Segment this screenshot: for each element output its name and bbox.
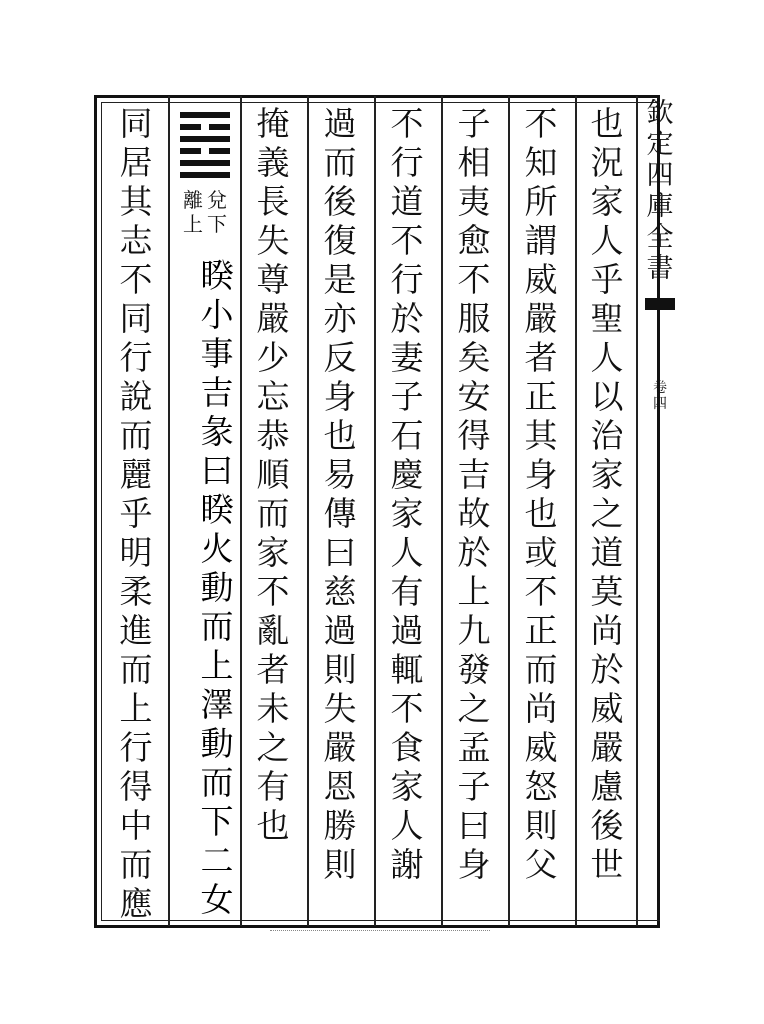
character: 尚 xyxy=(590,611,624,650)
character: 者 xyxy=(256,650,290,689)
character: 上 xyxy=(457,572,491,611)
character: 而 xyxy=(200,763,234,802)
character: 二 xyxy=(200,841,234,880)
character: 夷 xyxy=(457,182,491,221)
character: 家 xyxy=(590,182,624,221)
character: 行 xyxy=(390,143,424,182)
text-column-1 xyxy=(587,104,627,884)
character: 家 xyxy=(390,494,424,533)
character: 勝 xyxy=(323,806,357,845)
character: 亂 xyxy=(256,611,290,650)
hexagram-line xyxy=(180,172,230,178)
character: 而 xyxy=(119,650,153,689)
character: 行 xyxy=(119,728,153,767)
text-column-last xyxy=(116,104,156,923)
character: 長 xyxy=(256,182,290,221)
character: 忘 xyxy=(256,377,290,416)
character: 慮 xyxy=(590,767,624,806)
column-rule xyxy=(508,96,510,926)
character: 有 xyxy=(256,767,290,806)
character: 四 xyxy=(646,160,674,191)
character: 而 xyxy=(524,650,558,689)
character: 未 xyxy=(256,689,290,728)
character: 上 xyxy=(200,646,234,685)
character: 孟 xyxy=(457,728,491,767)
character: 不 xyxy=(390,689,424,728)
character: 說 xyxy=(119,377,153,416)
character: 乎 xyxy=(119,494,153,533)
character: 不 xyxy=(524,104,558,143)
character: 安 xyxy=(457,377,491,416)
character: 復 xyxy=(323,221,357,260)
character: 威 xyxy=(524,260,558,299)
character: 嚴 xyxy=(524,299,558,338)
text-column-6 xyxy=(253,104,293,845)
character: 父 xyxy=(524,845,558,884)
book-title xyxy=(640,98,680,284)
character: 火 xyxy=(200,529,234,568)
character: 家 xyxy=(390,767,424,806)
character: 以 xyxy=(590,377,624,416)
character: 不 xyxy=(390,221,424,260)
character: 睽 xyxy=(200,256,234,295)
character: 得 xyxy=(119,767,153,806)
character: 於 xyxy=(590,650,624,689)
character: 石 xyxy=(390,416,424,455)
hexagram-line xyxy=(180,124,230,130)
character: 服 xyxy=(457,299,491,338)
character: 況 xyxy=(590,143,624,182)
character: 或 xyxy=(524,533,558,572)
character: 中 xyxy=(119,806,153,845)
character: 反 xyxy=(323,338,357,377)
character: 曰 xyxy=(200,451,234,490)
character: 後 xyxy=(323,182,357,221)
text-column-2 xyxy=(521,104,561,884)
character: 人 xyxy=(390,533,424,572)
character: 則 xyxy=(323,650,357,689)
character: 道 xyxy=(590,533,624,572)
character: 四 xyxy=(653,396,667,412)
character: 易 xyxy=(323,455,357,494)
character: 愈 xyxy=(457,221,491,260)
character: 亦 xyxy=(323,299,357,338)
character: 相 xyxy=(457,143,491,182)
hexagram-kui-icon xyxy=(180,112,230,184)
character: 其 xyxy=(524,416,558,455)
character: 之 xyxy=(590,494,624,533)
character: 曰 xyxy=(457,806,491,845)
character: 嚴 xyxy=(590,728,624,767)
character: 睽 xyxy=(200,490,234,529)
character: 不 xyxy=(256,572,290,611)
character: 得 xyxy=(457,416,491,455)
character: 所 xyxy=(524,182,558,221)
character: 妻 xyxy=(390,338,424,377)
character: 小 xyxy=(200,295,234,334)
character: 義 xyxy=(256,143,290,182)
character: 吉 xyxy=(200,373,234,412)
character: 恭 xyxy=(256,416,290,455)
character: 卷 xyxy=(653,380,667,396)
character: 食 xyxy=(390,728,424,767)
character: 正 xyxy=(524,377,558,416)
hexagram-line xyxy=(180,136,230,142)
character: 九 xyxy=(457,611,491,650)
hexagram-line xyxy=(180,148,230,154)
character: 治 xyxy=(590,416,624,455)
hexagram-line xyxy=(180,160,230,166)
character: 而 xyxy=(119,416,153,455)
character: 志 xyxy=(119,221,153,260)
character: 傳 xyxy=(323,494,357,533)
character: 也 xyxy=(256,806,290,845)
fishtail-mark-icon xyxy=(645,298,675,310)
character: 故 xyxy=(457,494,491,533)
text-column-5 xyxy=(320,104,360,884)
character: 嚴 xyxy=(256,299,290,338)
character: 之 xyxy=(457,689,491,728)
character: 是 xyxy=(323,260,357,299)
character: 事 xyxy=(200,334,234,373)
character: 也 xyxy=(524,494,558,533)
character: 離 xyxy=(183,188,203,212)
character: 謂 xyxy=(524,221,558,260)
character: 子 xyxy=(390,377,424,416)
character: 同 xyxy=(119,104,153,143)
hexagram-line xyxy=(180,112,230,118)
character: 動 xyxy=(200,724,234,763)
column-rule xyxy=(307,96,309,926)
character: 輒 xyxy=(390,650,424,689)
character: 女 xyxy=(200,880,234,919)
character: 不 xyxy=(119,260,153,299)
character: 過 xyxy=(390,611,424,650)
character: 不 xyxy=(524,572,558,611)
character: 不 xyxy=(390,104,424,143)
character: 失 xyxy=(323,689,357,728)
character: 慈 xyxy=(323,572,357,611)
character: 道 xyxy=(390,182,424,221)
text-column-3 xyxy=(454,104,494,884)
character: 下 xyxy=(200,802,234,841)
character: 吉 xyxy=(457,455,491,494)
character: 怒 xyxy=(524,767,558,806)
character: 人 xyxy=(390,806,424,845)
volume-number xyxy=(653,380,667,412)
character: 柔 xyxy=(119,572,153,611)
character: 則 xyxy=(323,845,357,884)
character: 定 xyxy=(646,129,674,160)
character: 上 xyxy=(119,689,153,728)
character: 而 xyxy=(200,607,234,646)
character: 慶 xyxy=(390,455,424,494)
character: 掩 xyxy=(256,104,290,143)
page-margin xyxy=(638,98,682,412)
character: 不 xyxy=(457,260,491,299)
character: 威 xyxy=(590,689,624,728)
character: 有 xyxy=(390,572,424,611)
character: 之 xyxy=(256,728,290,767)
character: 進 xyxy=(119,611,153,650)
character: 後 xyxy=(590,806,624,845)
character: 則 xyxy=(524,806,558,845)
character: 而 xyxy=(256,494,290,533)
character: 人 xyxy=(590,221,624,260)
column-rule xyxy=(240,96,242,926)
character: 而 xyxy=(119,845,153,884)
character: 也 xyxy=(590,104,624,143)
character: 居 xyxy=(119,143,153,182)
character: 行 xyxy=(119,338,153,377)
character: 家 xyxy=(256,533,290,572)
character: 而 xyxy=(323,143,357,182)
character: 子 xyxy=(457,767,491,806)
character: 發 xyxy=(457,650,491,689)
character: 尊 xyxy=(256,260,290,299)
character: 欽 xyxy=(646,98,674,129)
character: 於 xyxy=(457,533,491,572)
character: 尚 xyxy=(524,689,558,728)
character: 書 xyxy=(646,253,674,284)
character: 乎 xyxy=(590,260,624,299)
character: 聖 xyxy=(590,299,624,338)
column-rule xyxy=(374,96,376,926)
character: 於 xyxy=(390,299,424,338)
character: 恩 xyxy=(323,767,357,806)
character: 過 xyxy=(323,611,357,650)
character: 世 xyxy=(590,845,624,884)
character: 澤 xyxy=(200,685,234,724)
character: 動 xyxy=(200,568,234,607)
character: 兌 xyxy=(207,188,227,212)
character: 莫 xyxy=(590,572,624,611)
character: 明 xyxy=(119,533,153,572)
hexagram-text-column xyxy=(197,256,237,919)
character: 同 xyxy=(119,299,153,338)
character: 嚴 xyxy=(323,728,357,767)
character: 過 xyxy=(323,104,357,143)
character: 庫 xyxy=(646,191,674,222)
character: 身 xyxy=(323,377,357,416)
character: 上 xyxy=(183,212,203,236)
character: 應 xyxy=(119,884,153,923)
character: 子 xyxy=(457,104,491,143)
text-column-4 xyxy=(387,104,427,884)
character: 行 xyxy=(390,260,424,299)
column-rule xyxy=(575,96,577,926)
character: 少 xyxy=(256,338,290,377)
trigram-note-upper xyxy=(182,188,204,236)
character: 正 xyxy=(524,611,558,650)
character: 全 xyxy=(646,222,674,253)
character: 麗 xyxy=(119,455,153,494)
character: 者 xyxy=(524,338,558,377)
character: 下 xyxy=(207,212,227,236)
character: 失 xyxy=(256,221,290,260)
character: 曰 xyxy=(323,533,357,572)
character: 其 xyxy=(119,182,153,221)
character: 身 xyxy=(524,455,558,494)
character: 也 xyxy=(323,416,357,455)
character: 矣 xyxy=(457,338,491,377)
character: 威 xyxy=(524,728,558,767)
character: 身 xyxy=(457,845,491,884)
character: 人 xyxy=(590,338,624,377)
character: 知 xyxy=(524,143,558,182)
column-rule xyxy=(441,96,443,926)
character: 謝 xyxy=(390,845,424,884)
trigram-note-lower xyxy=(206,188,228,236)
column-rule xyxy=(168,96,170,926)
character: 家 xyxy=(590,455,624,494)
page-edge-mark xyxy=(270,930,490,932)
character: 彖 xyxy=(200,412,234,451)
character: 順 xyxy=(256,455,290,494)
